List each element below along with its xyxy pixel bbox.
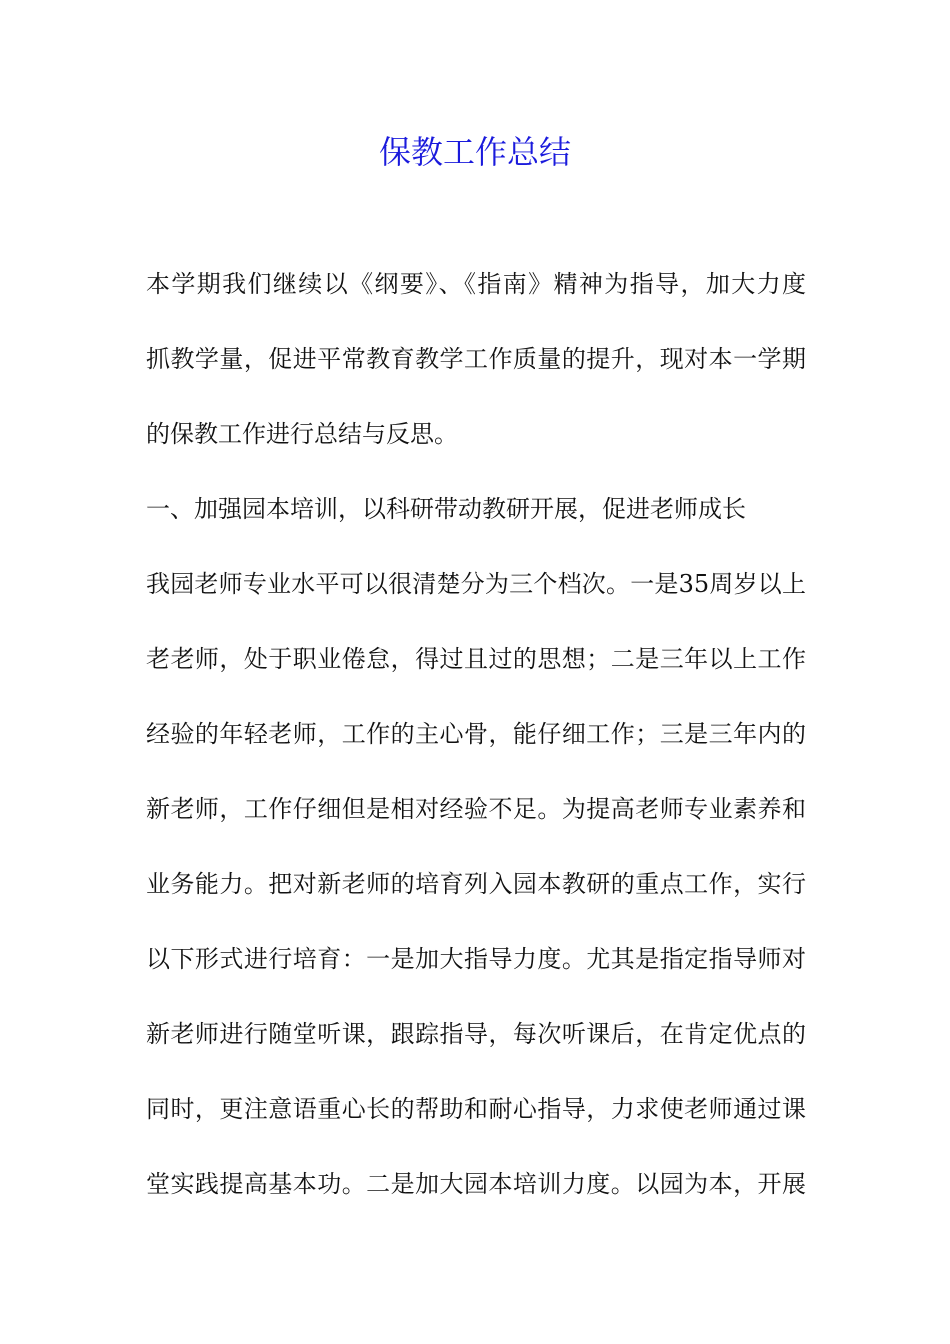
paragraph-line: 经验的年轻老师，工作的主心骨，能仔细工作；三是三年内的 <box>146 720 806 748</box>
paragraph-line: 新老师，工作仔细但是相对经验不足。为提高老师专业素养和 <box>146 795 806 823</box>
section-heading: 一、加强园本培训，以科研带动教研开展，促进老师成长 <box>146 495 746 523</box>
paragraph-line: 老老师，处于职业倦怠，得过且过的思想；二是三年以上工作 <box>146 645 806 673</box>
document-title: 保教工作总结 <box>378 133 571 171</box>
paragraph-line: 新老师进行随堂听课，跟踪指导，每次听课后，在肯定优点的 <box>146 1020 806 1048</box>
paragraph-line: 以下形式进行培育：一是加大指导力度。尤其是指定指导师对 <box>146 945 806 973</box>
paragraph-line: 我园老师专业水平可以很清楚分为三个档次。一是35周岁以上 <box>146 570 806 598</box>
paragraph-line: 抓教学量，促进平常教育教学工作质量的提升，现对本一学期 <box>146 345 806 373</box>
paragraph-line: 同时，更注意语重心长的帮助和耐心指导，力求使老师通过课 <box>146 1095 806 1123</box>
paragraph-line: 堂实践提高基本功。二是加大园本培训力度。以园为本，开展 <box>146 1170 806 1198</box>
paragraph-line: 的保教工作进行总结与反思。 <box>146 420 458 448</box>
paragraph-line: 业务能力。把对新老师的培育列入园本教研的重点工作，实行 <box>146 870 806 898</box>
paragraph-line: 本学期我们继续以《纲要》、《指南》精神为指导，加大力度 <box>146 270 806 298</box>
